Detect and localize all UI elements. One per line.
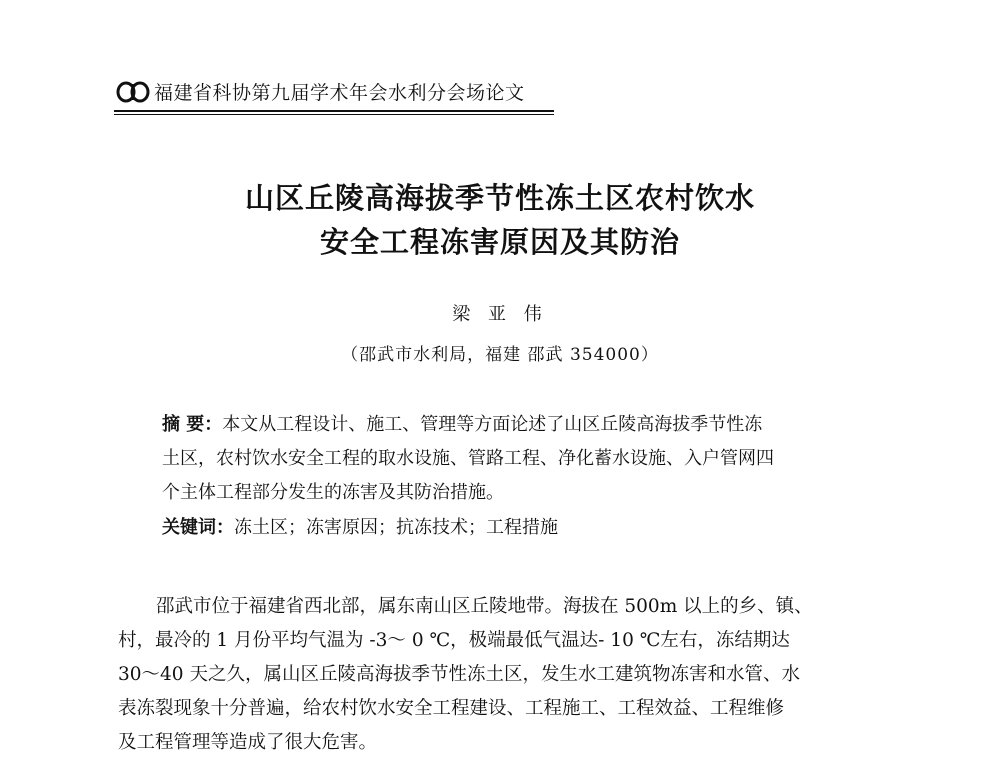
header-rule-thin <box>114 114 554 115</box>
body-line: 及工程管理等造成了很大危害。 <box>118 732 378 753</box>
body-line: 表冻裂现象十分普遍，给农村饮水安全工程建设、工程施工、工程效益、工程维修 <box>118 698 785 719</box>
keywords-label: 关键词： <box>162 517 234 538</box>
abstract-line-3: 个主体工程部分发生的冻害及其防治措施。 <box>162 482 504 503</box>
author-affiliation: （邵武市水利局，福建 邵武 354000） <box>341 345 659 365</box>
association-logo-icon <box>116 81 150 103</box>
abstract <box>162 408 852 510</box>
conference-header-text: 福建省科协第九届学术年会水利分会场论文 <box>154 82 525 104</box>
body-line: 村，最冷的 1 月份平均气温为 -3～ 0 ℃，极端最低气温达- 10 ℃左右，冻结期达 <box>118 630 790 651</box>
paper-title-line-1: 山区丘陵高海拔季节性冻土区农村饮水 <box>244 181 755 215</box>
abstract-line-2: 土区，农村饮水安全工程的取水设施、管路工程、净化蓄水设施、入户管网四 <box>162 448 774 469</box>
keywords-text: 冻土区；冻害原因；抗冻技术；工程措施 <box>234 517 558 538</box>
abstract-line-1 <box>162 408 852 442</box>
body-paragraph <box>118 590 888 760</box>
body-line: 30～40 天之久，属山区丘陵高海拔季节性冻土区，发生水工建筑物冻害和水管、水 <box>118 664 800 685</box>
abstract-label: 摘 要： <box>162 414 223 435</box>
author-name: 梁 亚 伟 <box>452 304 548 325</box>
header-rule <box>114 110 554 112</box>
paper-title-line-2: 安全工程冻害原因及其防治 <box>319 225 680 259</box>
conference-header <box>116 78 525 105</box>
abstract-text-1: 本文从工程设计、施工、管理等方面论述了山区丘陵高海拔季节性冻 <box>222 414 763 435</box>
keywords <box>162 513 558 539</box>
body-line: 邵武市位于福建省西北部，属东南山区丘陵地带。海拔在 500m 以上的乡、镇、 <box>156 596 813 617</box>
